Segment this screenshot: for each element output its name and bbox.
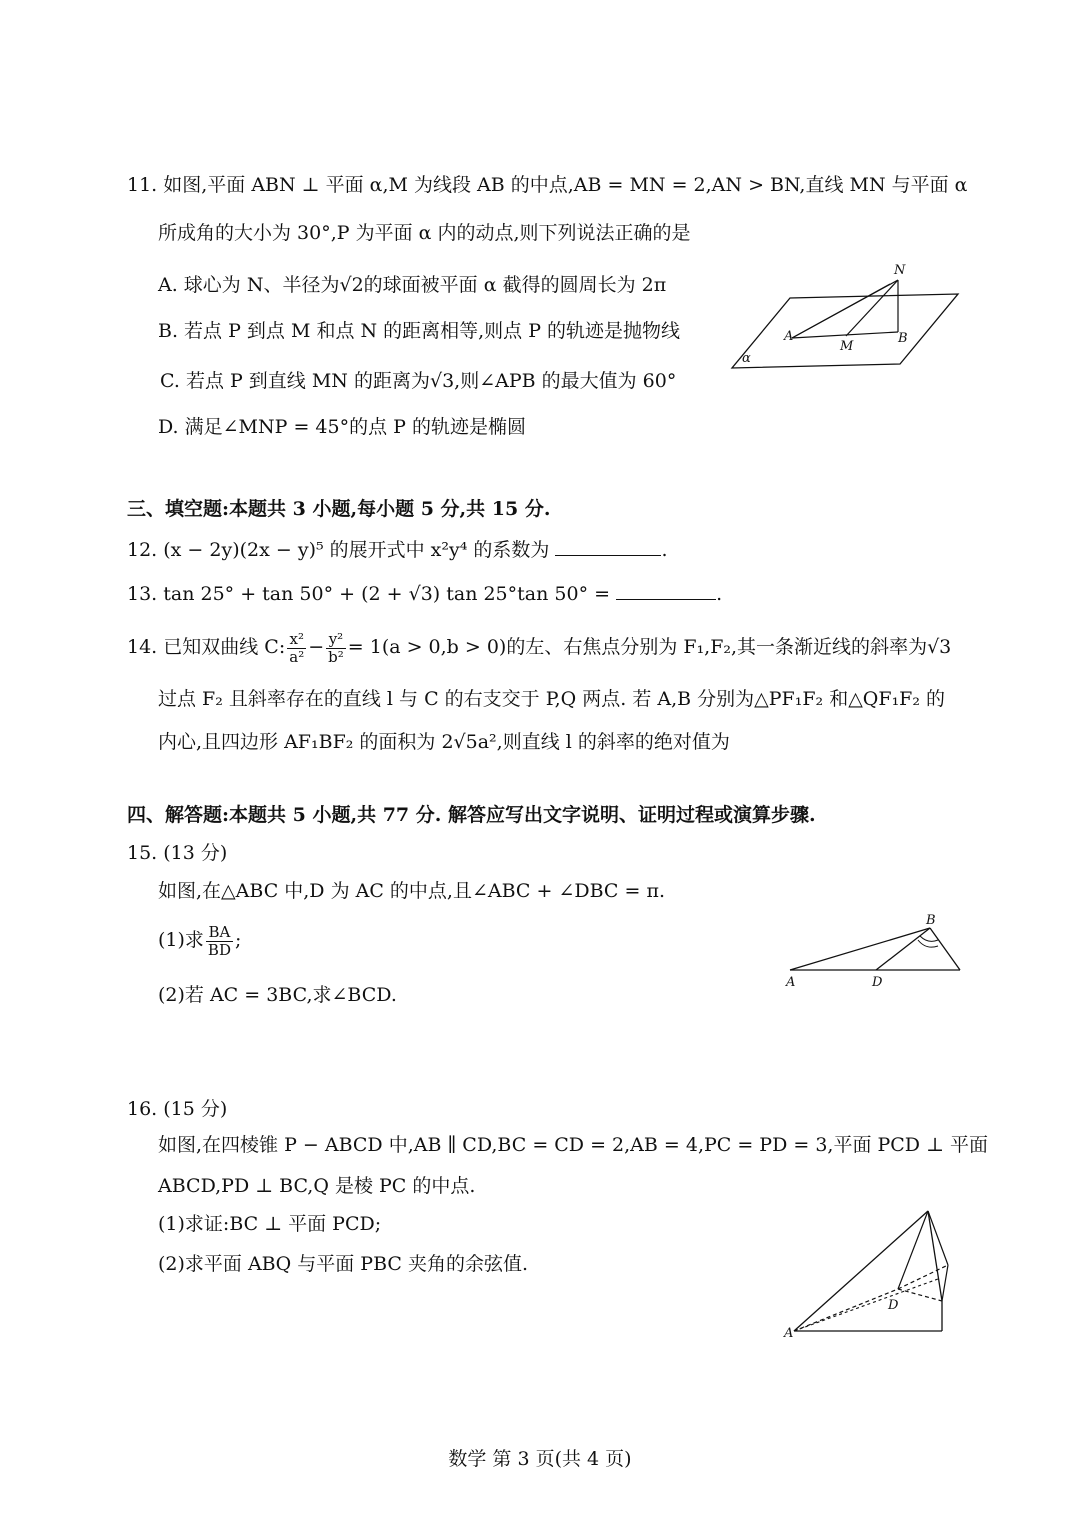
q13-end: . <box>716 583 723 605</box>
section4-title: 四、解答题:本题共 5 小题,共 77 分. 解答应写出文字说明、证明过程或演算步骤. <box>127 804 816 826</box>
q16-header: 16. (15 分) <box>127 1098 228 1120</box>
q13-text: 13. tan 25° + tan 50° + (2 + √3) tan 25°tan 50° = <box>127 583 611 605</box>
q15-ratio-fraction <box>206 924 233 959</box>
q11-option-d: D. 满足∠MNP = 45°的点 P 的轨迹是椭圆 <box>158 416 526 438</box>
q15-fig-label-b: B <box>926 913 936 928</box>
q11-option-c: C. 若点 P 到直线 MN 的距离为√3,则∠APB 的最大值为 60° <box>160 370 677 392</box>
q15-frac-num: BA <box>206 924 233 942</box>
q11-fig-label-b: B <box>898 331 908 346</box>
page-footer: 数学 第 3 页(共 4 页) <box>448 1448 632 1470</box>
q16-part1: (1)求证:BC ⊥ 平面 PCD; <box>158 1213 382 1235</box>
q11-fig-label-m: M <box>840 339 854 354</box>
q16-figure <box>780 1205 960 1340</box>
q12-text: 12. (x − 2y)(2x − y)⁵ 的展开式中 x²y⁴ 的系数为 <box>127 539 550 561</box>
q14-line2: 过点 F₂ 且斜率存在的直线 l 与 C 的右支交于 P,Q 两点. 若 A,B 分别为△PF₁F₂ 和△QF₁F₂ 的 <box>158 688 946 710</box>
q16-stem1: 如图,在四棱锥 P − ABCD 中,AB ∥ CD,BC = CD = 2,AB = 4,PC = PD = 3,平面 PCD ⊥ 平面 <box>158 1134 988 1156</box>
q14-frac1-den: a² <box>289 647 305 666</box>
q13-line <box>127 581 722 607</box>
q11-fig-label-alpha: α <box>742 351 751 366</box>
q12-end: . <box>661 539 668 561</box>
q15-fig-label-d: D <box>872 975 883 990</box>
q16-fig-label-d: D <box>888 1298 899 1313</box>
q14-line3: 内心,且四边形 AF₁BF₂ 的面积为 2√5a²,则直线 l 的斜率的绝对值为 <box>158 731 730 753</box>
q16-stem2: ABCD,PD ⊥ BC,Q 是棱 PC 的中点. <box>158 1175 476 1197</box>
q15-header: 15. (13 分) <box>127 842 228 864</box>
q14-frac2-num: y² <box>326 631 346 649</box>
q11-figure <box>730 258 960 370</box>
q13-answer-blank[interactable] <box>616 581 716 600</box>
q12-line <box>127 537 668 563</box>
q15-part2: (2)若 AC = 3BC,求∠BCD. <box>158 984 397 1006</box>
q14-minus: − <box>308 636 325 658</box>
q14-fraction-y <box>326 631 346 666</box>
q16-fig-label-a: A <box>784 1326 794 1341</box>
q16-part2: (2)求平面 ABQ 与平面 PBC 夹角的余弦值. <box>158 1253 529 1275</box>
q15-fig-label-a: A <box>786 975 796 990</box>
q12-answer-blank[interactable] <box>555 537 661 556</box>
q14-frac1-num: x² <box>287 631 306 649</box>
q15-part1 <box>158 922 241 959</box>
section3-title: 三、填空题:本题共 3 小题,每小题 5 分,共 15 分. <box>127 498 551 520</box>
q15-stem: 如图,在△ABC 中,D 为 AC 的中点,且∠ABC + ∠DBC = π. <box>158 880 665 902</box>
q14-fraction-x <box>287 631 306 666</box>
q14-line1 <box>127 630 951 666</box>
q15-frac-den: BD <box>207 940 231 959</box>
q11-line1: 11. 如图,平面 ABN ⊥ 平面 α,M 为线段 AB 的中点,AB = MN = 2,AN > BN,直线 MN 与平面 α <box>127 174 968 196</box>
q11-fig-label-a: A <box>784 329 794 344</box>
q11-option-a: A. 球心为 N、半径为√2的球面被平面 α 截得的圆周长为 2π <box>158 274 667 296</box>
q15-part1-post: ; <box>234 929 242 951</box>
q14-post: = 1(a > 0,b > 0)的左、右焦点分别为 F₁,F₂,其一条渐近线的斜率为√3 <box>347 636 952 658</box>
q15-figure <box>780 910 965 992</box>
q14-frac2-den: b² <box>328 647 344 666</box>
q11-option-b: B. 若点 P 到点 M 和点 N 的距离相等,则点 P 的轨迹是抛物线 <box>158 320 681 342</box>
q15-part1-pre: (1)求 <box>158 929 204 951</box>
q11-line2: 所成角的大小为 30°,P 为平面 α 内的动点,则下列说法正确的是 <box>158 222 691 244</box>
q11-fig-label-n: N <box>894 263 906 278</box>
q14-pre: 14. 已知双曲线 C: <box>127 636 286 658</box>
